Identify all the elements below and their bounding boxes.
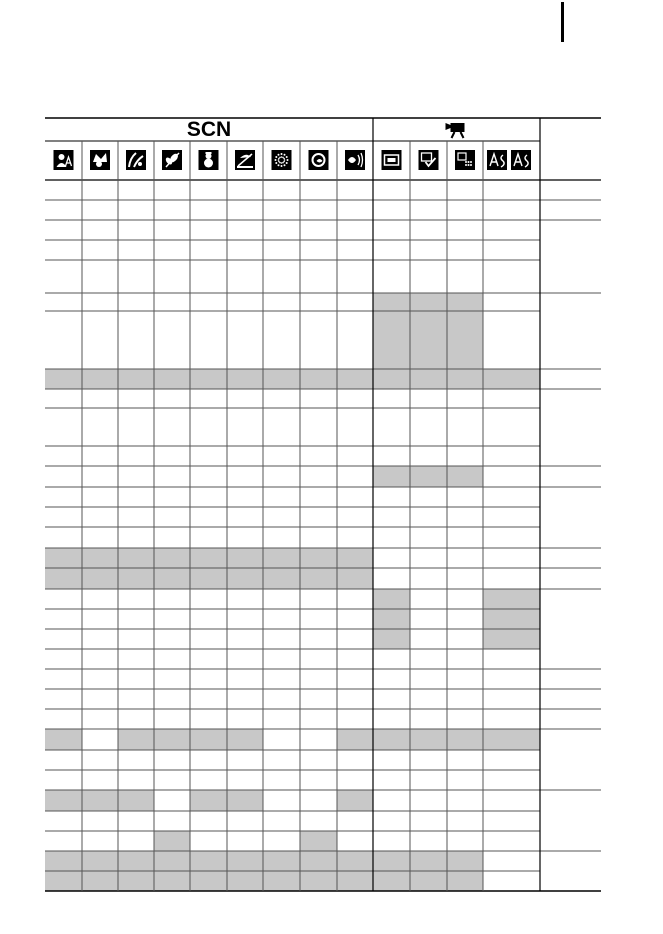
shaded-cell xyxy=(82,871,118,891)
shaded-cell xyxy=(337,729,373,750)
shaded-cell xyxy=(373,466,410,487)
shaded-cell xyxy=(45,871,82,891)
shaded-cell xyxy=(154,369,190,389)
shaded-cell xyxy=(118,790,154,811)
shaded-cell xyxy=(410,293,447,311)
snow-icon xyxy=(199,150,219,170)
shaded-cell xyxy=(263,548,300,568)
shaded-cell xyxy=(154,831,190,851)
shaded-cell xyxy=(410,369,447,389)
shaded-cell xyxy=(483,629,540,649)
shaded-cell xyxy=(45,790,82,811)
shaded-cell xyxy=(118,851,154,871)
shaded-cell xyxy=(227,568,263,589)
shaded-cell xyxy=(337,568,373,589)
shaded-cell xyxy=(118,548,154,568)
shaded-cell xyxy=(447,369,483,389)
shaded-cell xyxy=(227,871,263,891)
shaded-cell xyxy=(45,729,82,750)
shaded-cell xyxy=(447,466,483,487)
shaded-cell xyxy=(190,568,227,589)
shaded-cell xyxy=(82,790,118,811)
shaded-cell xyxy=(118,729,154,750)
shaded-cell xyxy=(190,548,227,568)
shaded-cell xyxy=(190,871,227,891)
shaded-cell xyxy=(300,831,337,851)
shaded-cell xyxy=(227,369,263,389)
shaded-cell xyxy=(154,568,190,589)
shaded-cell xyxy=(227,729,263,750)
shaded-cell xyxy=(447,293,483,311)
shaded-cell xyxy=(337,369,373,389)
fireworks-icon xyxy=(272,150,292,170)
shaded-cell xyxy=(45,851,82,871)
shaded-cell xyxy=(154,729,190,750)
shaded-cell xyxy=(483,729,540,750)
shaded-cell xyxy=(483,609,540,629)
shaded-cell xyxy=(263,369,300,389)
shaded-cell xyxy=(410,729,447,750)
shaded-cell xyxy=(447,729,483,750)
shaded-cell xyxy=(373,729,410,750)
color-swap-a-icon xyxy=(487,150,507,170)
shaded-cell xyxy=(373,589,410,609)
shaded-cell xyxy=(373,311,410,369)
compact-movie-icon xyxy=(419,150,439,170)
kids-pets-icon xyxy=(126,150,146,170)
shaded-cell xyxy=(263,851,300,871)
shaded-cell xyxy=(82,568,118,589)
color-accent-movie-icon xyxy=(455,150,475,170)
shaded-cell xyxy=(410,311,447,369)
aquarium-icon xyxy=(309,150,329,170)
shaded-cell xyxy=(300,851,337,871)
shaded-cell xyxy=(154,871,190,891)
shaded-cell xyxy=(300,548,337,568)
shaded-cell xyxy=(45,369,82,389)
shaded-cell xyxy=(45,568,82,589)
shaded-cell xyxy=(300,369,337,389)
shaded-cell xyxy=(447,871,483,891)
shaded-cell xyxy=(154,548,190,568)
shaded-cell xyxy=(227,548,263,568)
shaded-cell xyxy=(190,369,227,389)
color-swap-b-icon xyxy=(511,150,531,170)
shaded-cell xyxy=(337,790,373,811)
shaded-cell xyxy=(300,871,337,891)
shaded-cell xyxy=(447,311,483,369)
underwater-icon xyxy=(345,150,365,170)
shaded-cell xyxy=(373,871,410,891)
shaded-cell xyxy=(373,369,410,389)
shaded-cell xyxy=(82,548,118,568)
shaded-cell xyxy=(337,871,373,891)
shaded-cell xyxy=(410,851,447,871)
shaded-cell xyxy=(263,568,300,589)
shaded-cell xyxy=(373,629,410,649)
beach-icon xyxy=(235,150,255,170)
standard-movie-icon xyxy=(382,150,402,170)
shaded-cell xyxy=(82,851,118,871)
shaded-cell xyxy=(300,568,337,589)
shaded-cell xyxy=(118,568,154,589)
shaded-cell xyxy=(118,369,154,389)
shaded-cell xyxy=(337,851,373,871)
portrait-scene-icon xyxy=(54,150,74,170)
shaded-cell xyxy=(154,851,190,871)
shaded-cell xyxy=(118,871,154,891)
shaded-cell xyxy=(190,790,227,811)
shaded-cell xyxy=(263,871,300,891)
scn-group-header: SCN xyxy=(186,118,232,141)
foliage-icon xyxy=(162,150,182,170)
shaded-cell xyxy=(373,293,410,311)
night-snapshot-icon xyxy=(90,150,110,170)
movie-camera-icon xyxy=(446,123,465,138)
shaded-cell xyxy=(447,851,483,871)
shaded-cell xyxy=(45,548,82,568)
shaded-cell xyxy=(483,369,540,389)
shaded-cell xyxy=(337,548,373,568)
shaded-cell xyxy=(483,589,540,609)
shaded-cell xyxy=(82,369,118,389)
shaded-cell xyxy=(190,729,227,750)
shaded-cell xyxy=(410,466,447,487)
shaded-cell xyxy=(410,871,447,891)
shaded-cell xyxy=(227,851,263,871)
shaded-cell xyxy=(373,851,410,871)
shaded-cell xyxy=(190,851,227,871)
shaded-cell xyxy=(227,790,263,811)
shaded-cell xyxy=(373,609,410,629)
